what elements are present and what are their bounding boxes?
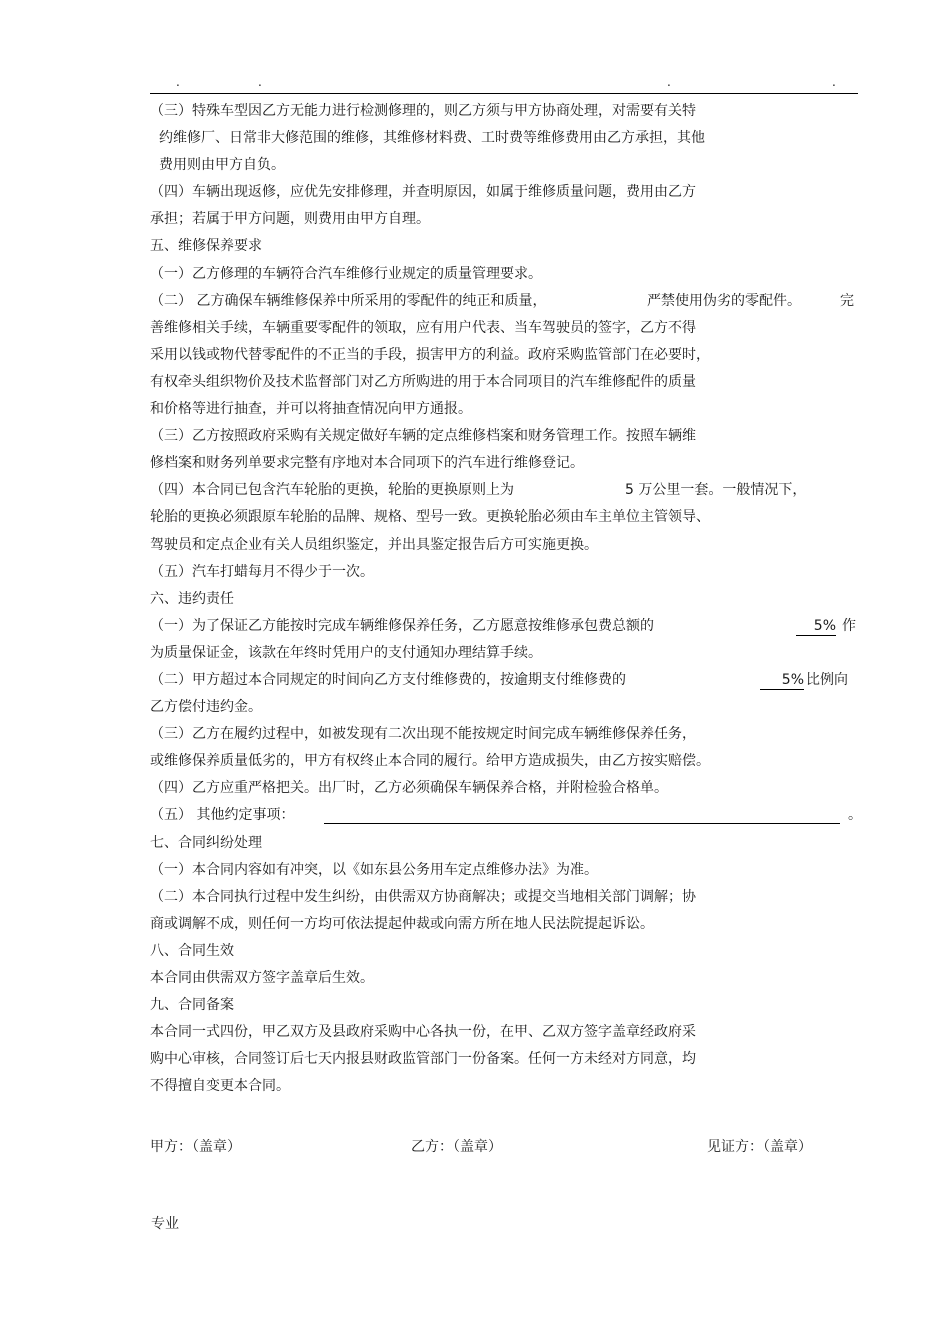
header-rule [150, 93, 858, 94]
text-line: 善维修相关手续，车辆重要零配件的领取，应有用户代表、当车驾驶员的签字，乙方不得 [150, 319, 696, 336]
text-line: （二）本合同执行过程中发生纠纷，由供需双方协商解决；或提交当地相关部门调解；协 [150, 888, 696, 905]
text-line: （四）车辆出现返修，应优先安排修理，并查明原因，如属于维修质量问题，费用由乙方 [150, 184, 696, 201]
text-line [150, 802, 862, 829]
footer-label: 专业 [151, 1216, 179, 1232]
text-segment: 作 [842, 617, 856, 634]
filled-blank: 5% [796, 617, 836, 636]
text-line: 不得擅自变更本合同。 [150, 1078, 290, 1095]
text-line: （三）乙方按照政府采购有关规定做好车辆的定点维修档案和财务管理工作。按照车辆维 [150, 428, 696, 445]
blank-field-line [324, 806, 840, 824]
text-line: （一）本合同内容如有冲突，以《如东县公务用车定点维修办法》为准。 [150, 861, 598, 878]
text-line: （四）乙方应重严格把关。出厂时，乙方必须确保车辆保养合格，并附检验合格单。 [150, 780, 668, 797]
section-heading: 七、合同纠纷处理 [150, 834, 262, 851]
filled-blank: 5% [760, 671, 804, 690]
party-b-signature: 乙方：（盖章） [411, 1139, 502, 1155]
text-line: 和价格等进行抽查，并可以将抽查情况向甲方通报。 [150, 401, 472, 418]
text-line: 承担；若属于甲方问题，则费用由甲方自理。 [150, 211, 430, 228]
section-heading: 八、合同生效 [150, 942, 234, 959]
header-dot: . [667, 75, 671, 89]
text-segment: 。 [848, 807, 862, 824]
header-dot: . [832, 75, 836, 89]
text-line [150, 667, 862, 694]
text-line: （一）乙方修理的车辆符合汽车维修行业规定的质量管理要求。 [150, 265, 542, 282]
header-dot: . [258, 75, 262, 89]
text-line: （三）乙方在履约过程中，如被发现有二次出现不能按规定时间完成车辆维修保养任务， [150, 726, 696, 743]
text-line: 约维修厂、日常非大修范围的维修，其维修材料费、工时费等维修费用由乙方承担，其他 [159, 130, 705, 147]
text-line: 商或调解不成，则任何一方均可依法提起仲裁或向需方所在地人民法院提起诉讼。 [150, 915, 654, 932]
text-line: 乙方偿付违约金。 [150, 699, 262, 716]
section-heading: 六、违约责任 [150, 590, 234, 607]
text-segment: （二）甲方超过本合同规定的时间向乙方支付维修费的，按逾期支付维修费的 [150, 671, 626, 688]
text-line: 轮胎的更换必须跟原车轮胎的品牌、规格、型号一致。更换轮胎必须由车主单位主管领导、 [150, 509, 710, 526]
text-line: 本合同一式四份，甲乙双方及县政府采购中心各执一份，在甲、乙双方签字盖章经政府采 [150, 1024, 696, 1041]
section-heading: 九、合同备案 [150, 997, 234, 1014]
text-line: 或维修保养质量低劣的，甲方有权终止本合同的履行。给甲方造成损失，由乙方按实赔偿。 [150, 753, 710, 770]
text-segment: （二） 乙方确保车辆维修保养中所采用的零配件的纯正和质量， [150, 292, 547, 309]
text-segment: 比例向 [806, 671, 848, 688]
text-line: 修档案和财务列单要求完整有序地对本合同项下的汽车进行维修登记。 [150, 455, 584, 472]
text-segment: （四）本合同已包含汽车轮胎的更换，轮胎的更换原则上为 [150, 482, 514, 499]
text-line: 购中心审核，合同签订后七天内报县财政监管部门一份备案。任何一方未经对方同意，均 [150, 1051, 696, 1068]
text-line [150, 288, 862, 315]
text-segment: 5 万公里一套。一般情况下， [625, 482, 807, 499]
text-line: 有权牵头组织物价及技术监督部门对乙方所购进的用于本合同项目的汽车维修配件的质量 [150, 373, 696, 390]
text-segment: （五） 其他约定事项： [150, 807, 295, 824]
text-line: 驾驶员和定点企业有关人员组织鉴定，并出具鉴定报告后方可实施更换。 [150, 536, 598, 553]
text-segment: （一）为了保证乙方能按时完成车辆维修保养任务，乙方愿意按维修承包费总额的 [150, 617, 654, 634]
text-line [150, 613, 862, 640]
text-line: （三）特殊车型因乙方无能力进行检测修理的，则乙方须与甲方协商处理，对需要有关特 [150, 103, 696, 119]
text-segment: 严禁使用伪劣的零配件。 [647, 292, 801, 309]
witness-signature: 见证方：（盖章） [707, 1139, 812, 1155]
text-line: 为质量保证金，该款在年终时凭用户的支付通知办理结算手续。 [150, 644, 542, 661]
text-segment: 完 [840, 292, 854, 309]
party-a-signature: 甲方：（盖章） [150, 1139, 241, 1155]
text-line [150, 477, 862, 504]
text-line: 本合同由供需双方签字盖章后生效。 [150, 970, 374, 986]
text-line: 费用则由甲方自负。 [159, 157, 285, 174]
text-line: 采用以钱或物代替零配件的不正当的手段，损害甲方的利益。政府采购监管部门在必要时， [150, 346, 710, 363]
text-line: （五）汽车打蜡每月不得少于一次。 [150, 563, 374, 580]
section-heading: 五、维修保养要求 [150, 238, 262, 255]
contract-body [150, 98, 862, 1100]
header-dot: . [176, 75, 180, 89]
